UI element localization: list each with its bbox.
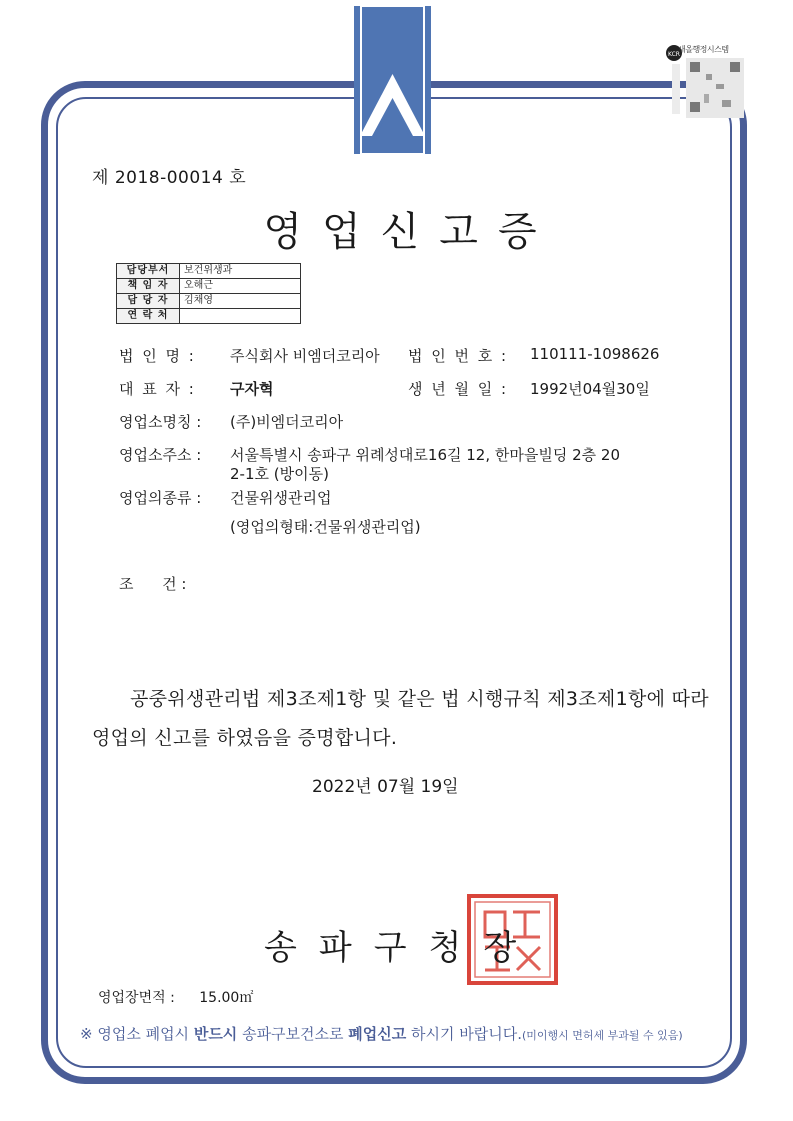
condition-label: 조 건 :: [119, 575, 187, 593]
notice-small: (미이행시 면허세 부과될 수 있음): [522, 1029, 683, 1042]
biz-name-value: (주)비엠더코리아: [230, 413, 344, 431]
table-key: 담 당 자: [117, 294, 180, 309]
notice-prefix: ※ 영업소 폐업시: [80, 1025, 194, 1043]
notice-mid: 송파구보건소로: [237, 1025, 349, 1043]
table-key: 연 락 처: [117, 309, 180, 324]
page-title: 영업신고증: [263, 209, 557, 255]
notice-bold-1: 반드시: [193, 1025, 238, 1043]
corp-no-value: 110111-1098626: [530, 345, 660, 363]
table-value: 김채영: [180, 294, 301, 309]
table-value: 오해근: [180, 279, 301, 294]
birth-label: 생 년 월 일 :: [408, 380, 509, 398]
area-value: 15.00㎡: [199, 990, 254, 1006]
area-row: [98, 987, 253, 1007]
table-value: 보건위생과: [180, 264, 301, 279]
notice-bold-2: 폐업신고: [348, 1025, 407, 1043]
department-table: [116, 263, 301, 324]
address-line1: 서울특별시 송파구 위례성대로16길 12, 한마을빌딩 2층 20: [230, 446, 620, 464]
table-value: [180, 309, 301, 324]
birth-value: 1992년04월30일: [530, 380, 650, 398]
address-line2: 2-1호 (방이동): [230, 465, 329, 483]
issue-date: 2022년 07월 19일: [312, 777, 459, 797]
form-value: (영업의형태:건물위생관리업): [230, 518, 421, 536]
type-label: 영업의종류 :: [119, 489, 202, 507]
biz-name-label: 영업소명칭 :: [119, 413, 202, 431]
notice-suffix: 하시기 바랍니다.: [406, 1025, 522, 1043]
table-row: [117, 309, 301, 324]
table-key: 담당부서: [117, 264, 180, 279]
table-key: 책 임 자: [117, 279, 180, 294]
qr-label: 새올행정시스템: [678, 45, 729, 54]
rep-value: 구자혁: [230, 380, 274, 398]
area-label: 영업장면적 :: [98, 990, 175, 1006]
closure-notice: [80, 1023, 683, 1044]
corp-name-value: 주식회사 비엠더코리아: [230, 347, 380, 365]
corp-no-label: 법 인 번 호 :: [408, 347, 509, 365]
address-label: 영업소주소 :: [119, 446, 202, 464]
svg-text:KCR: KCR: [668, 51, 680, 58]
rep-label: 대 표 자 :: [119, 380, 196, 398]
table-row: [117, 279, 301, 294]
kcr-qr-icon: [656, 44, 748, 122]
issuing-office: 송파구청장: [264, 928, 539, 968]
certification-paragraph: 공중위생관리법 제3조제1항 및 같은 법 시행규칙 제3조제1항에 따라 영업의 신고를 하였음을 증명합니다.: [92, 688, 709, 749]
table-row: [117, 294, 301, 309]
government-emblem-icon: [354, 6, 431, 154]
table-row: [117, 264, 301, 279]
document-number: 제 2018-00014 호: [92, 168, 247, 188]
corp-name-label: 법 인 명 :: [119, 347, 196, 365]
type-value: 건물위생관리업: [230, 489, 332, 507]
